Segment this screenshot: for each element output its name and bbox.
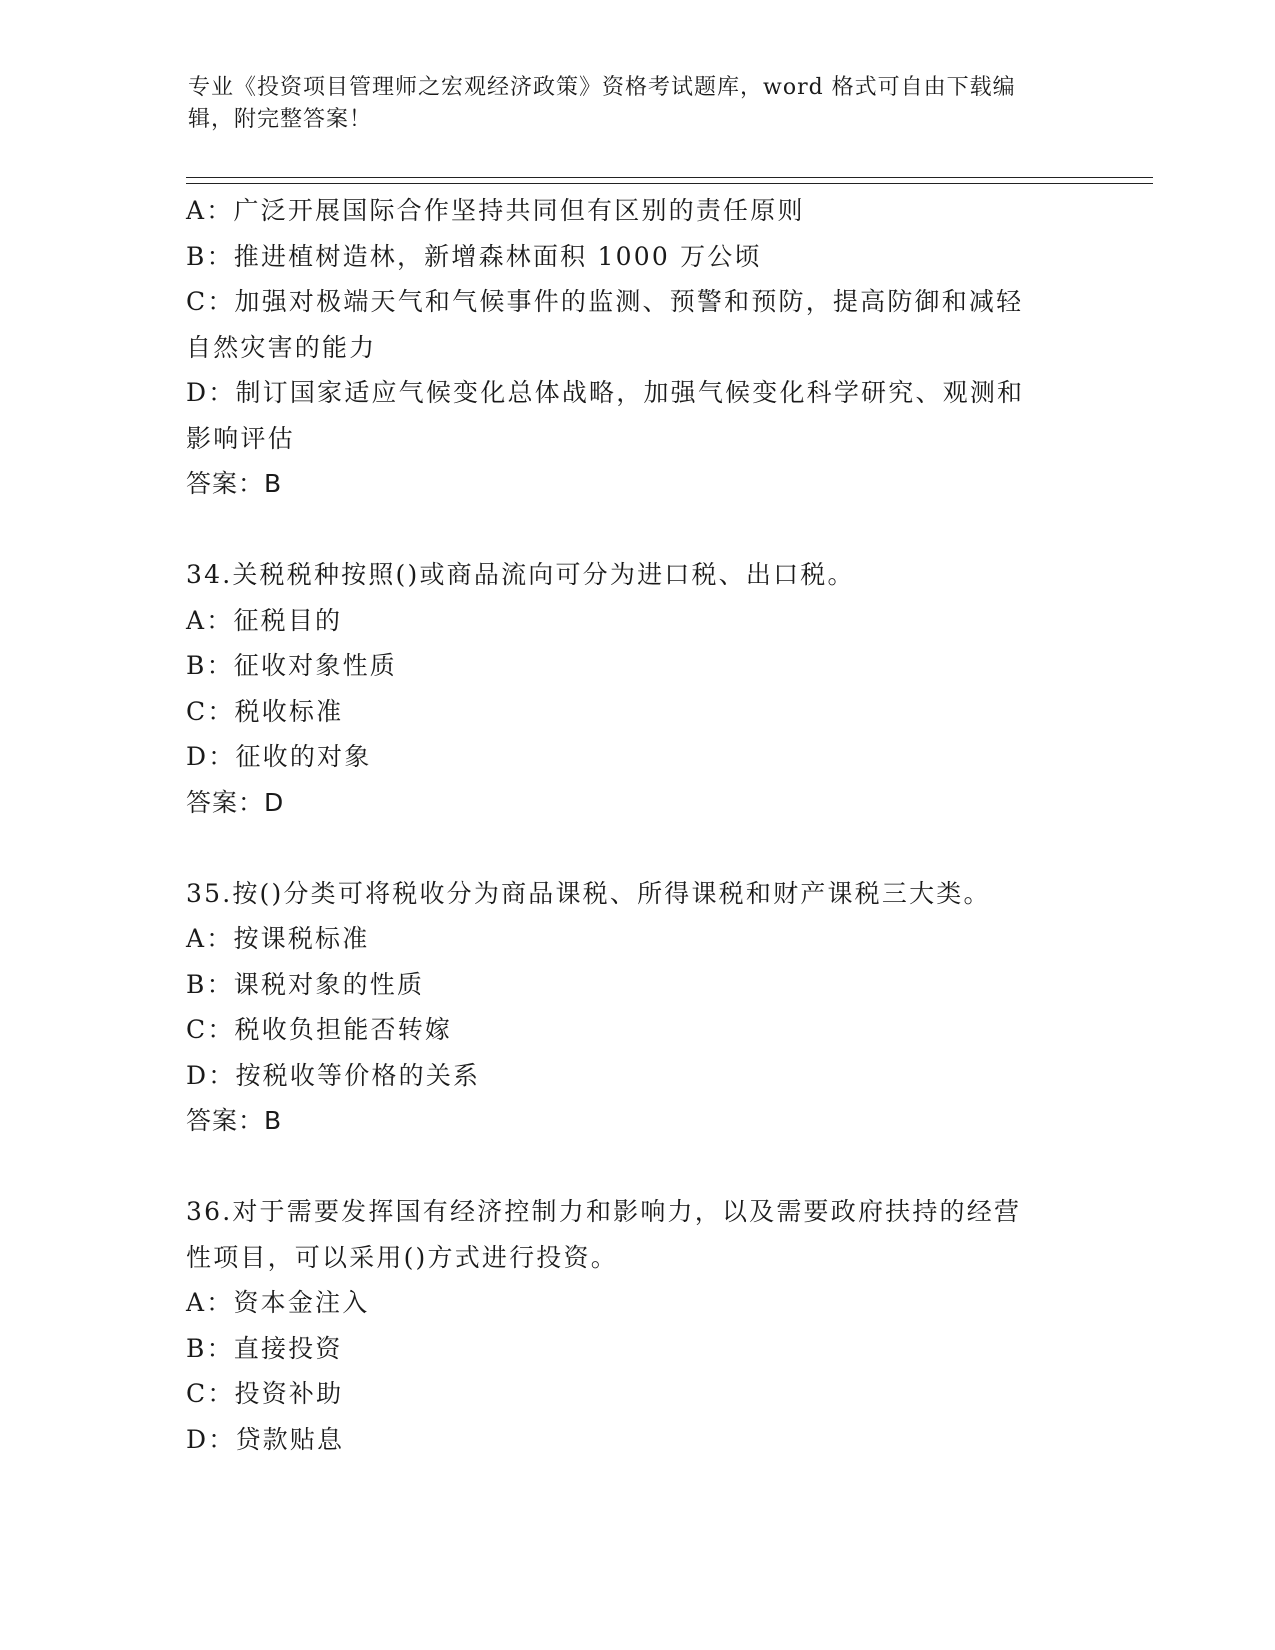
option-d: D：制订国家适应气候变化总体战略，加强气候变化科学研究、观测和 [186,378,1025,407]
header-divider [186,177,1153,178]
option-b: B：推进植树造林，新增森林面积 1000 万公顷 [186,241,762,271]
option-b: B：征收对象性质 [186,651,397,680]
question-35 [186,871,1086,1144]
option-a: A：征税目的 [186,605,343,635]
answer: 答案：D [186,787,285,817]
question-stem: 35.按()分类可将税收分为商品课税、所得课税和财产课税三大类。 [186,878,991,908]
question-stem: 34.关税税种按照()或商品流向可分为进口税、出口税。 [186,560,855,589]
option-d: D：按税收等价格的关系 [186,1060,481,1090]
option-a: A：资本金注入 [186,1288,370,1317]
option-d: D：贷款贴息 [186,1424,345,1454]
answer: 答案：B [186,469,283,498]
document-header [188,72,1068,136]
header-divider [186,183,1153,184]
option-b: B：直接投资 [186,1333,343,1363]
option-c: C：税收标准 [186,696,344,726]
option-b: B：课税对象的性质 [186,969,425,999]
option-c: C：加强对极端天气和气候事件的监测、预警和预防，提高防御和减轻 [186,287,1024,316]
question-stem: 36.对于需要发挥国有经济控制力和影响力，以及需要政府扶持的经营 [186,1197,1022,1226]
option-c: C：投资补助 [186,1379,344,1408]
option-a: A：按课税标准 [186,924,370,953]
header-line: 辑，附完整答案！ [188,107,373,132]
header-line: 专业《投资项目管理师之宏观经济政策》资格考试题库，word 格式可自由下载编 [188,75,1016,100]
question-list [186,188,1086,1462]
option-c: C：税收负担能否转嫁 [186,1015,453,1044]
option-d-continued: 影响评估 [186,423,295,453]
option-d: D：征收的对象 [186,742,372,771]
question-33 [186,188,1086,507]
answer: 答案：B [186,1106,283,1135]
option-a: A：广泛开展国际合作坚持共同但有区别的责任原则 [186,196,805,225]
question-36 [186,1189,1086,1462]
option-c-continued: 自然灾害的能力 [186,332,377,362]
question-34 [186,552,1086,825]
question-stem-continued: 性项目，可以采用()方式进行投资。 [186,1242,618,1272]
